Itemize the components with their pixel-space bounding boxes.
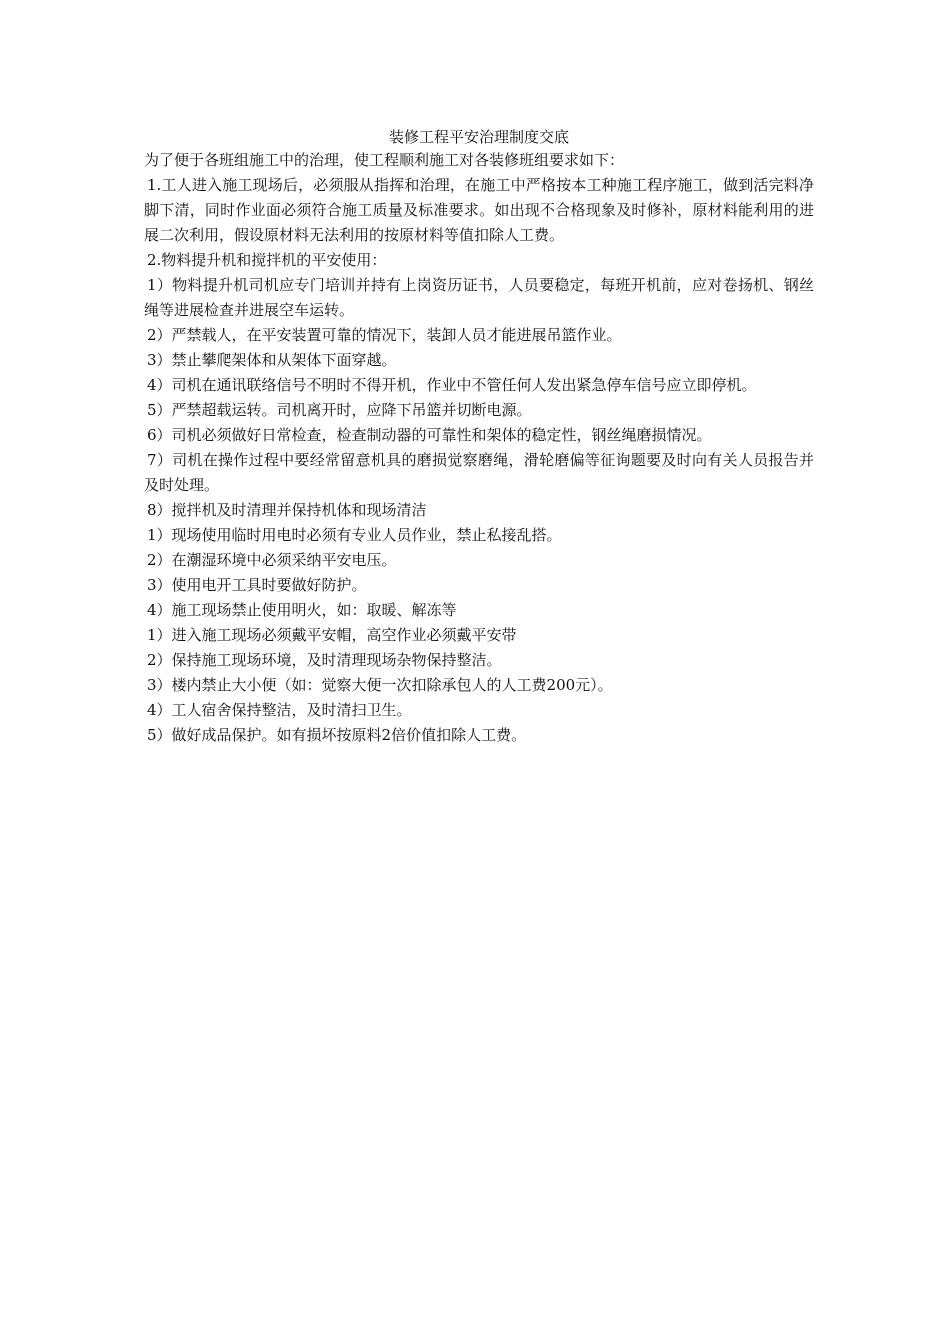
rule-line: 3）楼内禁止大小便（如：觉察大便一次扣除承包人的人工费200元）。 (147, 676, 613, 694)
rule-line: 4）司机在通讯联络信号不明时不得开机，作业中不管任何人发出紧急停车信号应立即停机。 (147, 376, 757, 394)
rule-line: 2）在潮湿环境中必须采纳平安电压。 (147, 551, 397, 569)
rule-line: 5）做好成品保护。如有损坏按原料2倍价值扣除人工费。 (147, 726, 527, 744)
rule-line: 1）进入施工现场必须戴平安帽，高空作业必须戴平安带 (147, 626, 517, 644)
document-page (144, 126, 814, 748)
rule-line: 3）禁止攀爬架体和从架体下面穿越。 (147, 351, 397, 369)
rule-line: 7）司机在操作过程中要经常留意机具的磨损觉察磨绳，滑轮磨偏等征询题要及时向有关人员报告并及时处理。 (144, 451, 814, 494)
rule-line: 1.工人进入施工现场后，必须服从指挥和治理，在施工中严格按本工种施工程序施工，做到活完料净脚下清，同时作业面必须符合施工质量及标准要求。如出现不合格现象及时修补，原材料能利用的进展二次利用，假设原材料无法利用的按原材料等值扣除人工费。 (144, 176, 814, 244)
rule-line: 8）搅拌机及时清理并保持机体和现场清洁 (147, 501, 427, 519)
rule-line: 4）工人宿舍保持整洁，及时清扫卫生。 (147, 701, 412, 719)
rule-line: 5）严禁超载运转。司机离开时，应降下吊篮并切断电源。 (147, 401, 532, 419)
rule-line: 1）物料提升机司机应专门培训并持有上岗资历证书，人员要稳定，每班开机前，应对卷扬机、钢丝绳等进展检查并进展空车运转。 (144, 276, 814, 319)
rule-line: 6）司机必须做好日常检查，检查制动器的可靠性和架体的稳定性，钢丝绳磨损情况。 (147, 426, 712, 444)
document-title: 装修工程平安治理制度交底 (388, 128, 569, 146)
intro-paragraph: 为了便于各班组施工中的治理，使工程顺利施工对各装修班组要求如下： (144, 151, 625, 169)
rule-line: 2）保持施工现场环境，及时清理现场杂物保持整洁。 (147, 651, 502, 669)
rule-line: 1）现场使用临时用电时必须有专业人员作业，禁止私接乱搭。 (147, 526, 562, 544)
rule-line: 2）严禁载人，在平安装置可靠的情况下，装卸人员才能进展吊篮作业。 (147, 326, 622, 344)
rule-line: 4）施工现场禁止使用明火，如：取暖、解冻等 (147, 601, 457, 619)
rule-line: 2.物料提升机和搅拌机的平安使用： (147, 251, 387, 269)
rule-line: 3）使用电开工具时要做好防护。 (147, 576, 367, 594)
